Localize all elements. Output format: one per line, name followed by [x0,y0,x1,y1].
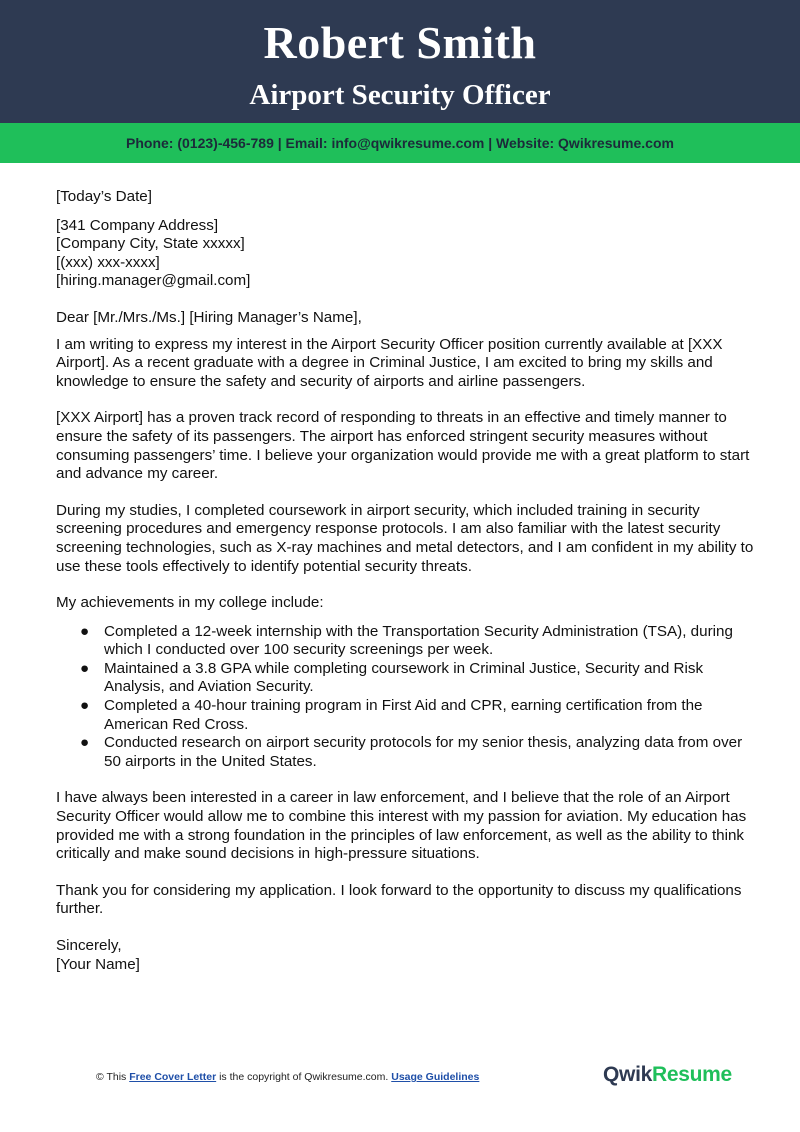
header-banner [0,0,800,123]
paragraph: [XXX Airport] has a proven track record of responding to threats in an effective and timely manner to ensure the safety of its passengers. The airport has enforced stringent security measures without consuming passengers’ time. I believe your organization would provide me with a great platform to start and advance my career. [56,409,750,483]
applicant-name: Robert Smith [263,17,537,68]
paragraph: Thank you for considering my application. I look forward to the opportunity to discuss my qualifications further. [56,881,742,918]
address-line: [hiring.manager@gmail.com] [56,272,251,290]
list-item [80,734,756,771]
list-item [80,622,756,660]
bullet-icon: ● [80,734,90,752]
address-line: [341 Company Address] [56,216,219,234]
paragraph: My achievements in my college include: [56,594,324,612]
footer-middle: is the copyright of Qwikresume.com. [216,1071,392,1083]
bullet-icon: ● [80,622,90,640]
bullet-icon: ● [80,659,90,677]
address-line: [(xxx) xxx-xxxx] [56,253,160,271]
logo-part-resume: Resume [651,1063,732,1086]
free-cover-letter-link[interactable]: Free Cover Letter [129,1071,217,1083]
footer-prefix: © This [96,1071,130,1083]
recipient-address [56,217,756,291]
qwikresume-logo [603,1063,732,1087]
sign-off: Sincerely, [56,937,122,954]
paragraph: During my studies, I completed coursework in airport security, which included training in security screening procedures and emergency response protocols. I am also familiar with the latest security screening technologies, such as X-ray machines and metal detectors, and I am confident in my ability to use these tools effectively to identify potential security threats. [56,501,754,575]
list-item [80,697,756,734]
logo-part-qwik: Qwik [603,1063,652,1086]
paragraph: I have always been interested in a career in law enforcement, and I believe that the role of an Airport Security Officer would allow me to combine this interest with my passion for aviation. My education has provided me with a strong foundation in the principles of law enforcement, as well as the ability to think critically and make sound decisions in high-pressure situations. [56,789,747,863]
list-item-text: Conducted research on airport security protocols for my senior thesis, analyzing data from over 50 airports in the United States. [104,734,743,770]
list-item-text: Completed a 40-hour training program in First Aid and CPR, earning certification from the American Red Cross. [104,697,703,733]
footer-copyright [96,1071,479,1083]
usage-guidelines-link[interactable]: Usage Guidelines [391,1071,480,1083]
bullet-icon: ● [80,697,90,715]
job-title: Airport Security Officer [249,79,551,111]
address-line: [Company City, State xxxxx] [56,235,245,253]
achievements-list [56,623,756,772]
list-item-text: Completed a 12-week internship with the Transportation Security Administration (TSA), during which I conducted over 100 security screenings per week. [104,622,733,659]
list-item-text: Maintained a 3.8 GPA while completing coursework in Criminal Justice, Security and Risk Analysis, and Aviation Security. [104,659,704,696]
contact-line: Phone: (0123)-456-789 | Email: info@qwikresume.com | Website: Qwikresume.com [126,135,674,151]
salutation: Dear [Mr./Mrs./Ms.] [Hiring Manager’s Name], [56,308,362,326]
signature: [Your Name] [56,955,140,973]
paragraph: I am writing to express my interest in the Airport Security Officer position currently available at [XXX Airport]. As a recent graduate with a degree in Criminal Justice, I am excited to bring my skills and knowledge to ensure the safety and security of airports and airline passengers. [56,335,723,390]
letter-body [56,188,756,974]
contact-bar [0,123,800,163]
list-item [80,659,756,697]
letter-date: [Today’s Date] [56,188,152,205]
